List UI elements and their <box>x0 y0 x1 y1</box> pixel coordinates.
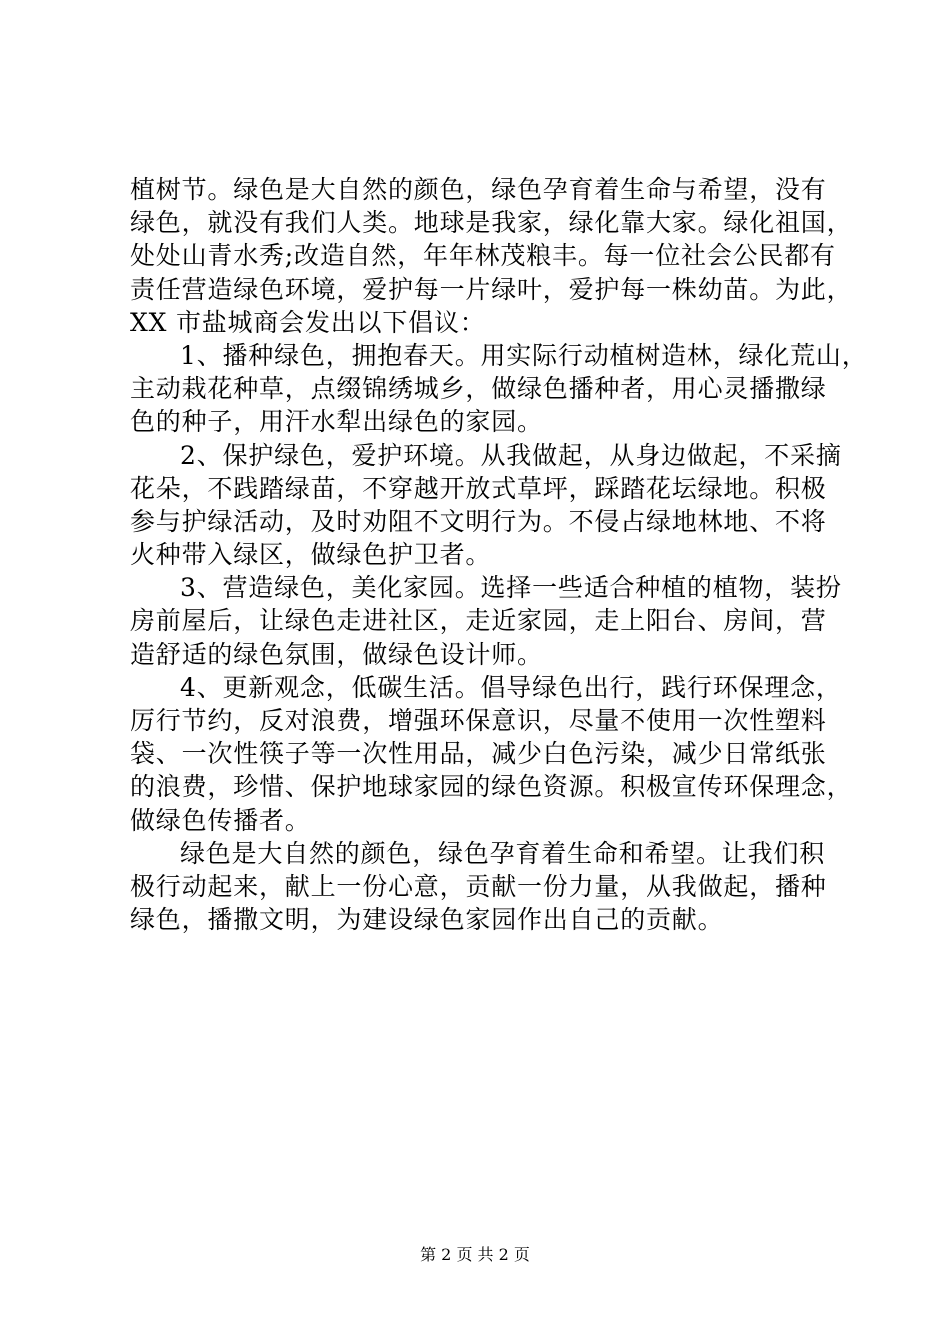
text-line: XX 市盐城商会发出以下倡议： <box>130 307 486 337</box>
text-line: 绿色是大自然的颜色，绿色孕育着生命和希望。让我们积 <box>180 838 826 868</box>
text-line: 植树节。绿色是大自然的颜色，绿色孕育着生命与希望，没有 <box>130 175 827 204</box>
text-line: 色的种子，用汗水犁出绿色的家园。 <box>130 407 543 437</box>
text-line: 造舒适的绿色氛围，做绿色设计师。 <box>130 639 543 669</box>
text-line: 绿色，就没有我们人类。地球是我家，绿化靠大家。绿化祖国， <box>130 208 853 238</box>
text-line: 责任营造绿色环境，爱护每一片绿叶，爱护每一株幼苗。为此， <box>130 274 853 304</box>
text-line: 的浪费，珍惜、保护地球家园的绿色资源。积极宣传环保理念， <box>130 772 853 802</box>
text-line: 房前屋后，让绿色走进社区，走近家园，走上阳台、房间，营 <box>130 606 827 636</box>
text-line: 袋、一次性筷子等一次性用品，减少白色污染，减少日常纸张 <box>130 739 827 769</box>
text-line: 3、营造绿色，美化家园。选择一些适合种植的植物，装扮 <box>180 573 842 603</box>
text-line: 4、更新观念，低碳生活。倡导绿色出行，践行环保理念， <box>180 672 842 702</box>
text-line: 参与护绿活动，及时劝阻不文明行为。不侵占绿地林地、不将 <box>130 506 827 536</box>
text-line: 1、播种绿色，拥抱春天。用实际行动植树造林，绿化荒山， <box>180 340 868 370</box>
text-line: 处处山青水秀;改造自然，年年林茂粮丰。每一位社会公民都有 <box>130 241 836 271</box>
text-line: 厉行节约，反对浪费，增强环保意识，尽量不使用一次性塑料 <box>130 706 827 735</box>
page-footer: 第 2 页 共 2 页 <box>420 1245 530 1264</box>
text-line: 2、保护绿色，爱护环境。从我做起，从身边做起，不采摘 <box>180 440 842 470</box>
text-line: 极行动起来，献上一份心意，贡献一份力量，从我做起，播种 <box>130 871 827 901</box>
text-line: 花朵，不践踏绿苗，不穿越开放式草坪，踩踏花坛绿地。积极 <box>130 473 827 503</box>
text-line: 做绿色传播者。 <box>130 805 311 835</box>
text-line: 绿色，播撒文明，为建设绿色家园作出自己的贡献。 <box>130 905 724 935</box>
text-line: 主动栽花种草，点缀锦绣城乡，做绿色播种者，用心灵播撒绿 <box>130 374 827 404</box>
document-body <box>130 173 868 936</box>
text-line: 火种带入绿区，做绿色护卫者。 <box>130 540 492 570</box>
